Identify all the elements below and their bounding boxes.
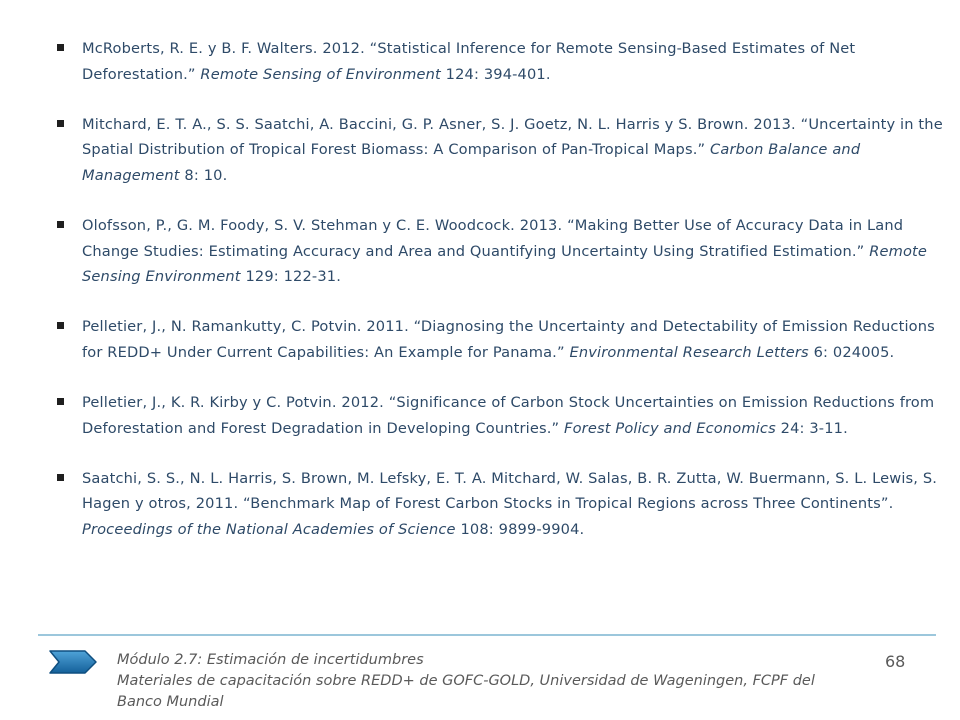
reference-volume: 6: 024005. — [808, 343, 895, 361]
reference-citation: Olofsson, P., G. M. Foody, S. V. Stehman y C. E. Woodcock. 2013. “Making Better Use of Accuracy Data in Land Change Studies: Estimating Accuracy and Area and Quantifying Uncertainty Using Stratified Estimation.” — [82, 216, 904, 260]
reference-item — [55, 213, 945, 290]
reference-item — [55, 112, 945, 189]
square-bullet-icon — [57, 44, 64, 51]
reference-journal: Carbon Balance and Management — [82, 141, 861, 184]
reference-citation: Mitchard, E. T. A., S. S. Saatchi, A. Baccini, G. P. Asner, S. J. Goetz, N. L. Harris y S. Brown. 2013. “Uncertainty in the Spatial Distribution of Tropical Forest Biomass: A Comparison of Pan-Tropical Maps.” — [82, 115, 943, 159]
reference-item — [55, 466, 945, 543]
reference-volume: 108: 9899-9904. — [455, 520, 585, 538]
reference-list — [55, 36, 945, 567]
footer-divider — [38, 634, 936, 636]
reference-volume: 24: 3-11. — [775, 419, 848, 437]
square-bullet-icon — [57, 398, 64, 405]
chevron-arrow-icon — [47, 648, 99, 676]
reference-citation: McRoberts, R. E. y B. F. Walters. 2012. “Statistical Inference for Remote Sensing-Based Estimates of Net Deforestation.” — [82, 40, 856, 83]
reference-item — [55, 390, 945, 441]
page-number: 68 — [885, 652, 906, 671]
square-bullet-icon — [57, 474, 64, 481]
reference-journal: Remote Sensing Environment — [82, 242, 928, 286]
reference-citation: Pelletier, J., K. R. Kirby y C. Potvin. 2012. “Significance of Carbon Stock Uncertainties on Emission Reductions from Deforestation and Forest Degradation in Developing Countries.” — [82, 393, 935, 437]
reference-journal: Proceedings of the National Academies of Science — [82, 520, 456, 538]
reference-journal: Forest Policy and Economics — [564, 419, 776, 437]
footer-module-title: Módulo 2.7: Estimación de incertidumbres — [117, 652, 424, 668]
reference-citation: Pelletier, J., N. Ramankutty, C. Potvin. 2011. “Diagnosing the Uncertainty and Detectability of Emission Reductions for REDD+ Under Current Capabilities: An Example for Panama.” — [82, 318, 935, 361]
reference-item — [55, 314, 945, 365]
reference-item — [55, 36, 945, 87]
footer-caption — [117, 650, 857, 713]
reference-volume: 124: 394-401. — [440, 65, 551, 83]
reference-volume: 8: 10. — [179, 166, 228, 184]
reference-journal: Remote Sensing of Environment — [200, 65, 441, 83]
reference-volume: 129: 122-31. — [240, 268, 342, 286]
square-bullet-icon — [57, 120, 64, 127]
square-bullet-icon — [57, 322, 64, 329]
footer-credits: Materiales de capacitación sobre REDD+ de GOFC-GOLD, Universidad de Wageningen, FCPF del Banco Mundial — [117, 673, 815, 710]
reference-citation: Saatchi, S. S., N. L. Harris, S. Brown, M. Lefsky, E. T. A. Mitchard, W. Salas, B. R. Zutta, W. Buermann, S. L. Lewis, S. Hagen y otros, 2011. “Benchmark Map of Forest Carbon Stocks in Tropical Regions across Three Continents”. — [82, 469, 938, 513]
square-bullet-icon — [57, 221, 64, 228]
reference-journal: Environmental Research Letters — [569, 343, 809, 361]
